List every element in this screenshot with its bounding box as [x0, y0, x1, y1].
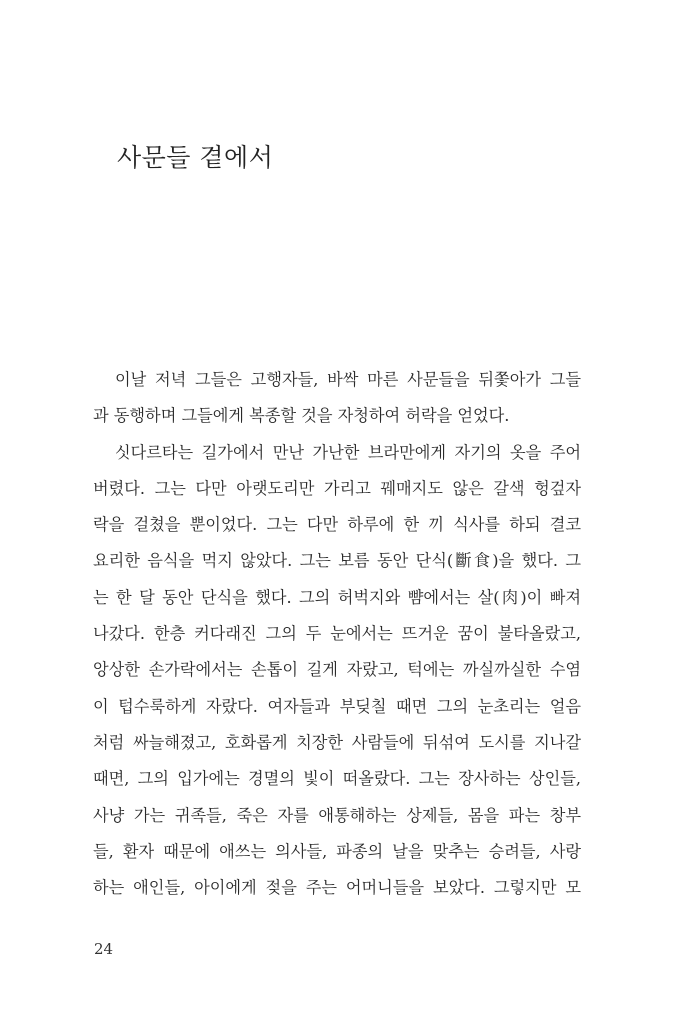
text-line: 앙상한 손가락에서는 손톱이 길게 자랐고, 턱에는 까실까실한 수염	[93, 660, 581, 680]
text-line: 이 텁수룩하게 자랐다. 여자들과 부딪칠 때면 그의 눈초리는 얼음	[93, 696, 581, 716]
text-line: 사냥 가는 귀족들, 죽은 자를 애통해하는 상제들, 몸을 파는 창부	[93, 805, 581, 825]
text-line: 이날 저녁 그들은 고행자들, 바싹 마른 사문들을 뒤쫓아가 그들	[115, 370, 581, 389]
text-line: 하는 애인들, 아이에게 젖을 주는 어머니들을 보았다. 그렇지만 모	[93, 878, 581, 898]
text-line: 들, 환자 때문에 애쓰는 의사들, 파종의 날을 맞추는 승려들, 사랑	[93, 841, 581, 861]
text-line: 처럼 싸늘해졌고, 호화롭게 치장한 사람들에 뒤섞여 도시를 지나갈	[93, 732, 581, 752]
text-line: 때면, 그의 입가에는 경멸의 빛이 떠올랐다. 그는 장사하는 상인들,	[93, 769, 581, 789]
chapter-title: 사문들 곁에서	[117, 143, 274, 172]
text-line: 요리한 음식을 먹지 않았다. 그는 보름 동안 단식(斷食)을 했다. 그	[93, 551, 581, 571]
text-line: 는 한 달 동안 단식을 했다. 그의 허벅지와 뺨에서는 살(肉)이 빠져	[93, 587, 581, 607]
page-number: 24	[94, 940, 114, 958]
text-line: 락을 걸쳤을 뿐이었다. 그는 다만 하루에 한 끼 식사를 하되 결코	[93, 515, 581, 535]
text-line: 싯다르타는 길가에서 만난 가난한 브라만에게 자기의 옷을 주어	[115, 442, 581, 462]
text-line: 버렸다. 그는 다만 아랫도리만 가리고 꿰매지도 않은 갈색 헝겊자	[93, 478, 581, 498]
body-text	[93, 362, 581, 906]
text-line: 과 동행하며 그들에게 복종할 것을 자청하여 허락을 얻었다.	[93, 406, 510, 426]
text-line: 나갔다. 한층 커다래진 그의 두 눈에서는 뜨거운 꿈이 불타올랐고,	[93, 624, 581, 644]
